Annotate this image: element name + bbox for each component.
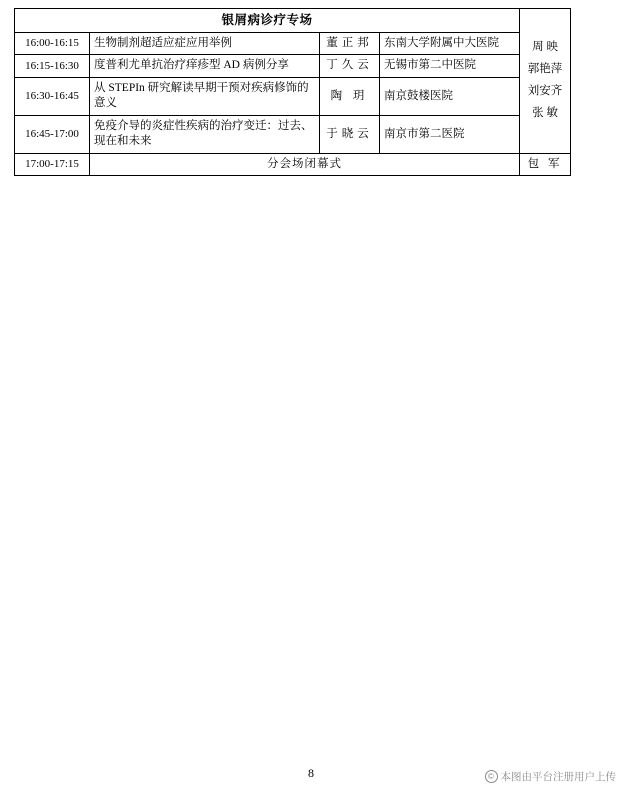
- row-topic: 度普利尤单抗治疗痒疹型 AD 病例分享: [90, 55, 320, 78]
- row-time: 16:15-16:30: [15, 55, 90, 78]
- watermark-text: 本图由平台注册用户上传: [500, 771, 616, 783]
- row-speaker: 陶 玥: [320, 77, 380, 115]
- row-topic: 免疫介导的炎症性疾病的治疗变迁：过去、现在和未来: [90, 115, 320, 153]
- row-org: 东南大学附属中大医院: [380, 32, 520, 55]
- chair-name: 周 映: [532, 41, 558, 54]
- row-org: 无锡市第二中医院: [380, 55, 520, 78]
- chair-name: 刘安齐: [527, 84, 563, 97]
- session-title: 银屑病诊疗专场: [15, 9, 520, 33]
- page-number: 8: [308, 766, 314, 780]
- row-speaker: 于晓云: [320, 115, 380, 153]
- table-title-row: [15, 9, 571, 33]
- chair-name: 郭艳萍: [527, 63, 563, 76]
- closing-row: [15, 153, 571, 176]
- copyright-icon: ©: [485, 770, 498, 783]
- closing-chair: 包 军: [520, 153, 571, 176]
- table-row: [15, 32, 571, 55]
- closing-label: 分会场闭幕式: [90, 153, 520, 176]
- row-time: 16:30-16:45: [15, 77, 90, 115]
- row-speaker: 丁久云: [320, 55, 380, 78]
- table-row: [15, 77, 571, 115]
- row-topic: 生物制剂超适应症应用举例: [90, 32, 320, 55]
- table-row: [15, 55, 571, 78]
- table-row: [15, 115, 571, 153]
- chair-name: 张 敏: [532, 106, 558, 119]
- row-time: 16:45-17:00: [15, 115, 90, 153]
- session-schedule-table: [14, 8, 571, 176]
- chair-cell: [520, 9, 571, 154]
- row-org: 南京鼓楼医院: [380, 77, 520, 115]
- closing-time: 17:00-17:15: [15, 153, 90, 176]
- watermark: [485, 769, 617, 784]
- row-time: 16:00-16:15: [15, 32, 90, 55]
- row-speaker: 董正邦: [320, 32, 380, 55]
- row-topic: 从 STEPIn 研究解读早期干预对疾病修饰的意义: [90, 77, 320, 115]
- row-org: 南京市第二医院: [380, 115, 520, 153]
